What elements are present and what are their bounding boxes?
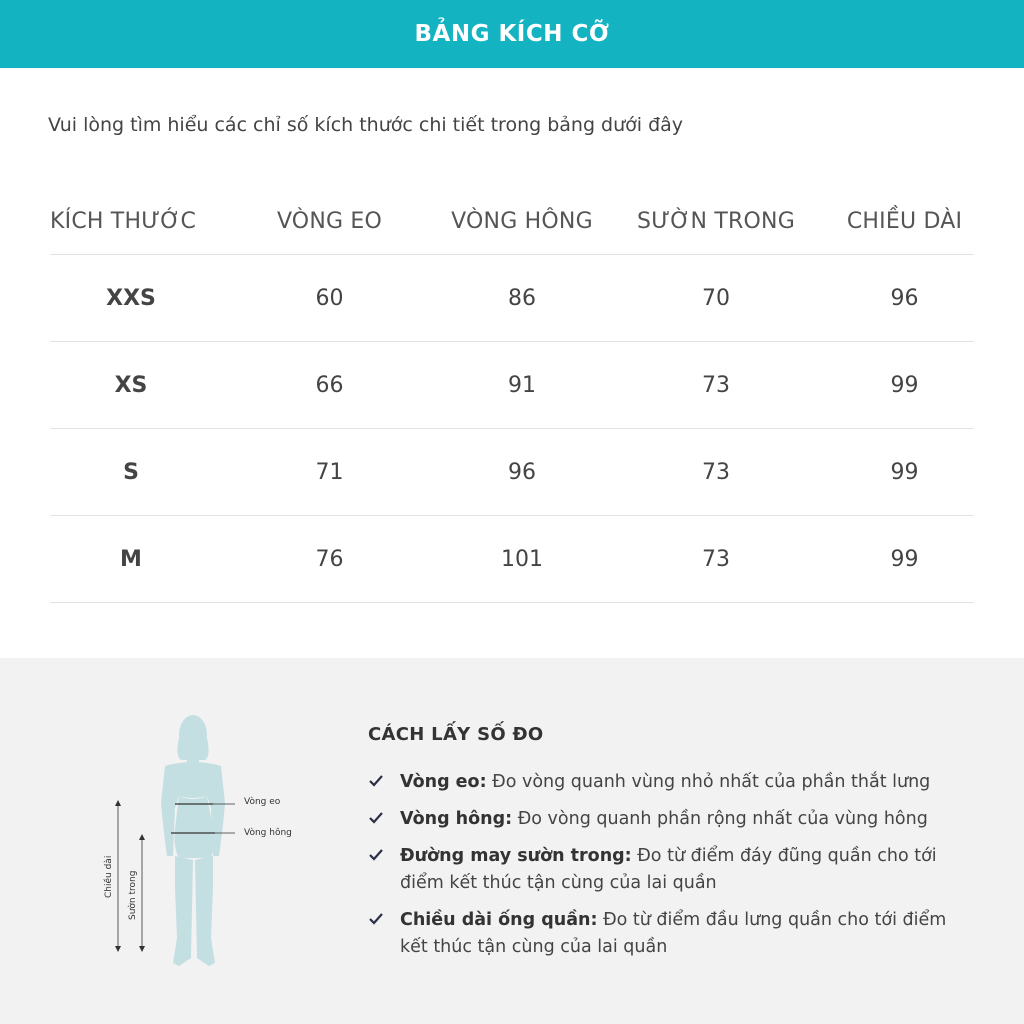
check-icon	[368, 769, 400, 796]
list-item-description: Đo từ điểm đầu lưng quần cho tới điểm kết thúc tận cùng của lai quần	[400, 910, 947, 957]
length-label: Chiều dài	[104, 855, 114, 898]
hip-cell: 91	[508, 372, 536, 398]
list-item	[368, 843, 968, 897]
waist-cell: 71	[315, 459, 344, 485]
waist-cell: 76	[315, 546, 344, 572]
size-cell: XXS	[106, 285, 156, 311]
hip-label: Vòng hông	[244, 828, 292, 838]
length-cell: 99	[890, 459, 919, 485]
size-cell: XS	[114, 372, 148, 398]
check-icon	[368, 806, 400, 833]
page-header	[0, 0, 1024, 68]
size-table	[50, 188, 974, 603]
waist-cell: 60	[315, 285, 344, 311]
table-row	[50, 254, 974, 341]
column-header-hip: VÒNG HÔNG	[451, 208, 593, 234]
table-row	[50, 515, 974, 603]
inseam-cell: 73	[702, 372, 730, 398]
check-icon	[368, 907, 400, 961]
inseam-cell: 73	[702, 459, 730, 485]
column-header-waist: VÒNG EO	[276, 208, 383, 234]
list-item-text	[400, 769, 968, 796]
inseam-cell: 73	[702, 546, 730, 572]
howto-title: CÁCH LẤY SỐ ĐO	[368, 724, 544, 745]
table-header	[50, 188, 974, 254]
length-cell: 99	[890, 546, 919, 572]
inseam-cell: 70	[702, 285, 730, 311]
list-item-description: Đo từ điểm đáy đũng quần cho tới điểm kết thúc tận cùng của lai quần	[400, 846, 937, 893]
list-item-text	[400, 806, 968, 833]
list-item-description: Đo vòng quanh vùng nhỏ nhất của phần thắt lưng	[486, 772, 931, 792]
list-item-text	[400, 843, 968, 897]
column-header-size: KÍCH THƯỚC	[50, 208, 197, 234]
hip-cell: 96	[508, 459, 536, 485]
body-figure	[95, 708, 335, 978]
length-cell: 99	[890, 372, 919, 398]
size-cell: M	[120, 546, 142, 572]
check-icon	[368, 843, 400, 897]
size-cell: S	[123, 459, 139, 485]
page-title: BẢNG KÍCH CỠ	[414, 21, 610, 47]
waist-cell: 66	[315, 372, 344, 398]
body-silhouette-illustration	[95, 708, 335, 978]
list-item-term: Vòng hông:	[400, 809, 513, 829]
column-header-inseam: SƯỜN TRONG	[637, 208, 795, 234]
list-item	[368, 806, 968, 833]
table-row	[50, 341, 974, 428]
waist-label: Vòng eo	[244, 797, 281, 807]
list-item-term: Chiều dài ống quần:	[400, 910, 598, 930]
list-item-term: Vòng eo:	[400, 772, 487, 792]
measurement-guide-section	[0, 658, 1024, 1024]
hip-cell: 86	[508, 285, 536, 311]
table-row	[50, 428, 974, 515]
column-header-length: CHIỀU DÀI	[846, 208, 963, 234]
howto-panel	[368, 724, 968, 971]
list-item-text	[400, 907, 968, 961]
length-cell: 96	[890, 285, 919, 311]
intro-text: Vui lòng tìm hiểu các chỉ số kích thước chi tiết trong bảng dưới đây	[48, 114, 684, 136]
hip-cell: 101	[501, 546, 543, 572]
list-item-term: Đường may sườn trong:	[400, 846, 632, 866]
list-item-description: Đo vòng quanh phần rộng nhất của vùng hông	[512, 809, 928, 829]
inseam-label: Sườn trong	[128, 870, 138, 920]
list-item	[368, 907, 968, 961]
list-item	[368, 769, 968, 796]
